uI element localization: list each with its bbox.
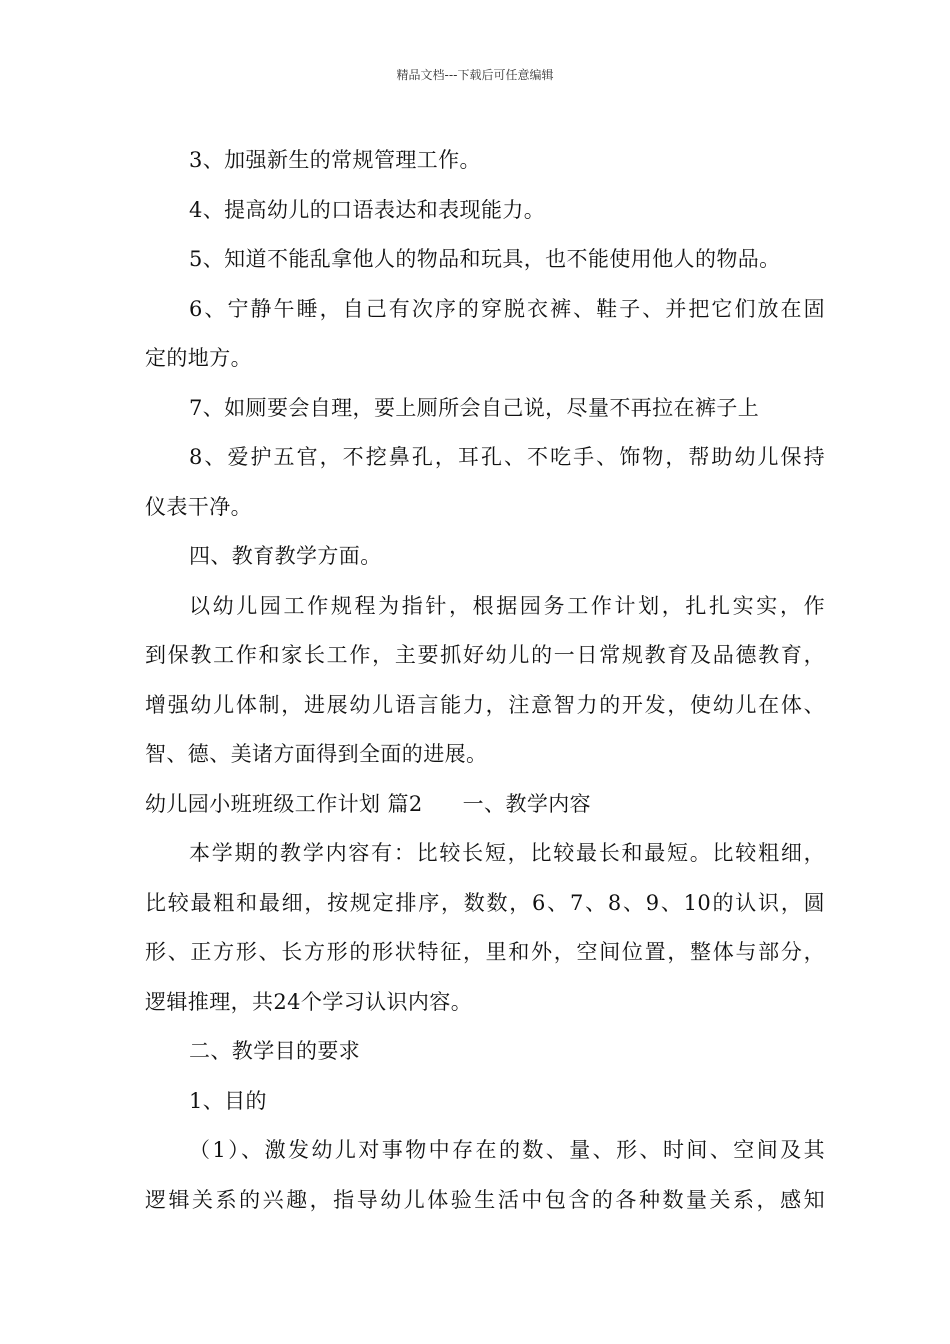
paragraph-line: （1）、激发幼儿对事物中存在的数、量、形、时间、空间及其 [189, 1138, 825, 1162]
paragraph-line: 仪表干净。 [145, 494, 252, 519]
section-heading-line: 四、教育教学方面。 [189, 544, 382, 568]
paragraph-line: 比较最粗和最细，按规定排序，数数，6、7、8、9、10的认识，圆 [145, 890, 825, 915]
paragraph-line: 逻辑推理，共24个学习认识内容。 [145, 989, 473, 1014]
paragraph-line: 形、正方形、长方形的形状特征，里和外，空间位置，整体与部分， [145, 940, 825, 964]
section-subtitle: 一、教学内容 [462, 791, 592, 816]
paragraph-line: 3、加强新生的常规管理工作。 [189, 148, 481, 172]
paragraph-line: 1、目的 [189, 1088, 267, 1113]
paragraph-line: 增强幼儿体制，进展幼儿语言能力，注意智力的开发，使幼儿在体、 [145, 692, 825, 717]
paragraph-line: 定的地方。 [145, 346, 252, 370]
section-title: 幼儿园小班班级工作计划 篇2 [145, 791, 423, 816]
paragraph-line: 5、知道不能乱拿他人的物品和玩具，也不能使用他人的物品。 [189, 247, 781, 271]
paragraph-line: 智、德、美诸方面得到全面的进展。 [145, 742, 488, 766]
document-body [145, 136, 825, 1225]
paragraph-line: 8、爱护五官，不挖鼻孔，耳孔、不吃手、饰物，帮助幼儿保持 [189, 445, 825, 469]
paragraph-line: 6、宁静午睡，自己有次序的穿脱衣裤、鞋子、并把它们放在固 [189, 296, 825, 321]
paragraph-line: 7、如厕要会自理，要上厕所会自己说，尽量不再拉在裤子上 [189, 395, 760, 420]
paragraph-line: 以幼儿园工作规程为指针，根据园务工作计划，扎扎实实，作 [189, 593, 825, 618]
paragraph-line: 逻辑关系的兴趣，指导幼儿体验生活中包含的各种数量关系，感知 [145, 1187, 825, 1212]
paragraph-line: 4、提高幼儿的口语表达和表现能力。 [189, 197, 546, 222]
paragraph-line: 到保教工作和家长工作，主要抓好幼儿的一日常规教育及品德教育， [145, 643, 825, 667]
section-title-line [145, 780, 825, 830]
page-header: 精品文档---下载后可任意编辑 [396, 68, 554, 82]
paragraph-line: 本学期的教学内容有：比较长短，比较最长和最短。比较粗细， [189, 841, 825, 865]
section-heading-line: 二、教学目的要求 [189, 1039, 361, 1063]
